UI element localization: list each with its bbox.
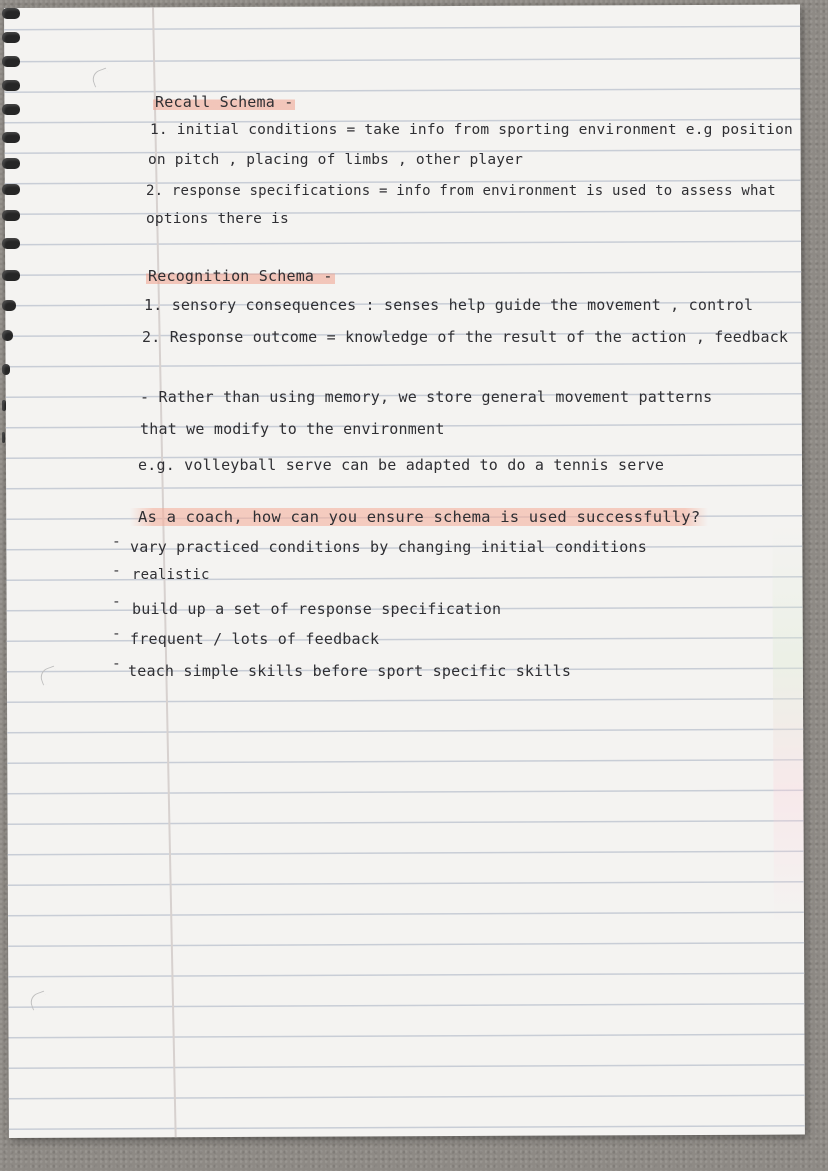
coach-bullet: frequent / lots of feedback: [130, 630, 380, 648]
recall-line: 2. response specifications = info from environment is used to assess what: [146, 183, 776, 199]
note-line: that we modify to the environment: [140, 420, 445, 438]
recall-line: 1. initial conditions = take info from sporting environment e.g position: [150, 122, 793, 138]
coach-bullet: realistic: [132, 567, 210, 583]
recall-line: options there is: [146, 211, 289, 227]
recognition-line: 2. Response outcome = knowledge of the result of the action , feedback: [142, 328, 789, 346]
note-line: e.g. volleyball serve can be adapted to do a tennis serve: [138, 456, 665, 474]
coach-question: As a coach, how can you ensure schema is used successfully?: [130, 508, 708, 526]
coach-bullet: vary practiced conditions by changing initial conditions: [130, 538, 647, 556]
recognition-line: 1. sensory consequences : senses help guide the movement , control: [144, 296, 754, 314]
coach-bullet: teach simple skills before sport specific skills: [128, 662, 572, 680]
note-line: - Rather than using memory, we store general movement patterns: [140, 388, 713, 406]
recall-heading: Recall Schema -: [155, 93, 294, 111]
recall-line: on pitch , placing of limbs , other player: [148, 152, 524, 168]
coach-bullet: build up a set of response specification: [132, 600, 502, 618]
recognition-heading: Recognition Schema -: [148, 267, 333, 285]
handwritten-notes: Recall Schema - 1. initial conditions = take info from sporting environment e.g position on pitch , placing of limbs , other player 2. response specifications = info from environment is used to assess what options there is Recognition Schema - 1. sensory consequences : senses help guide the movement , control 2. Response outcome = knowledge of the result of the action , feedback - Rather than using memory, we store general movement patterns that we modify to the environment e.g. volleyball serve can be adapted to do a tennis serve As a coach, how can you ensure schema is used successfully? - vary practiced conditions by changing initial conditions - realistic - build up a set of response specification - frequent / lots of feedback - teach simple skills before sport specific skills: [112, 93, 793, 680]
